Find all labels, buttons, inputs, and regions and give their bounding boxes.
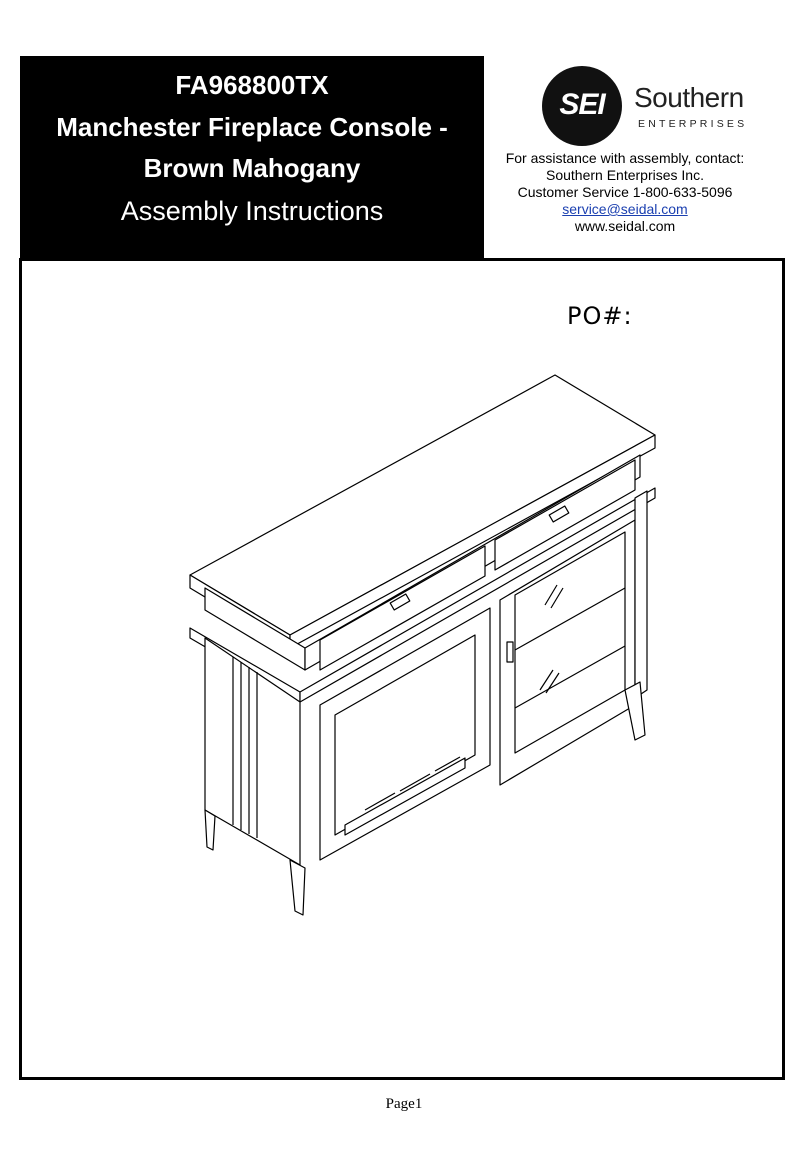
logo-mark: SEI bbox=[559, 88, 605, 121]
fireplace-console-illustration bbox=[185, 370, 665, 920]
page-number: Page1 bbox=[385, 1096, 423, 1112]
contact-phone: Customer Service 1-800-633-5096 bbox=[517, 184, 733, 200]
front-left-leg bbox=[290, 860, 305, 915]
logo-name: Southern bbox=[634, 82, 744, 113]
product-name-line-1: Manchester Fireplace Console - bbox=[56, 112, 448, 142]
model-number: FA968800TX bbox=[175, 70, 329, 100]
sei-logo-icon bbox=[542, 66, 622, 146]
document-subtitle: Assembly Instructions bbox=[120, 196, 384, 226]
contact-website: www.seidal.com bbox=[574, 218, 676, 234]
logo-tagline: ENTERPRISES bbox=[638, 118, 748, 130]
rear-left-leg bbox=[205, 810, 215, 850]
contact-intro: For assistance with assembly, contact: bbox=[505, 150, 745, 166]
contact-info bbox=[490, 150, 760, 235]
title-block bbox=[20, 56, 484, 258]
right-side-edge bbox=[635, 491, 647, 698]
company-logo bbox=[542, 66, 762, 146]
po-label: PO#: bbox=[567, 302, 633, 330]
contact-company: Southern Enterprises Inc. bbox=[546, 167, 704, 183]
cabinet-door-handle bbox=[507, 642, 513, 662]
left-side-panel bbox=[205, 638, 300, 865]
contact-email-link[interactable]: service@seidal.com bbox=[562, 201, 688, 217]
product-name-line-2: Brown Mahogany bbox=[143, 153, 361, 183]
